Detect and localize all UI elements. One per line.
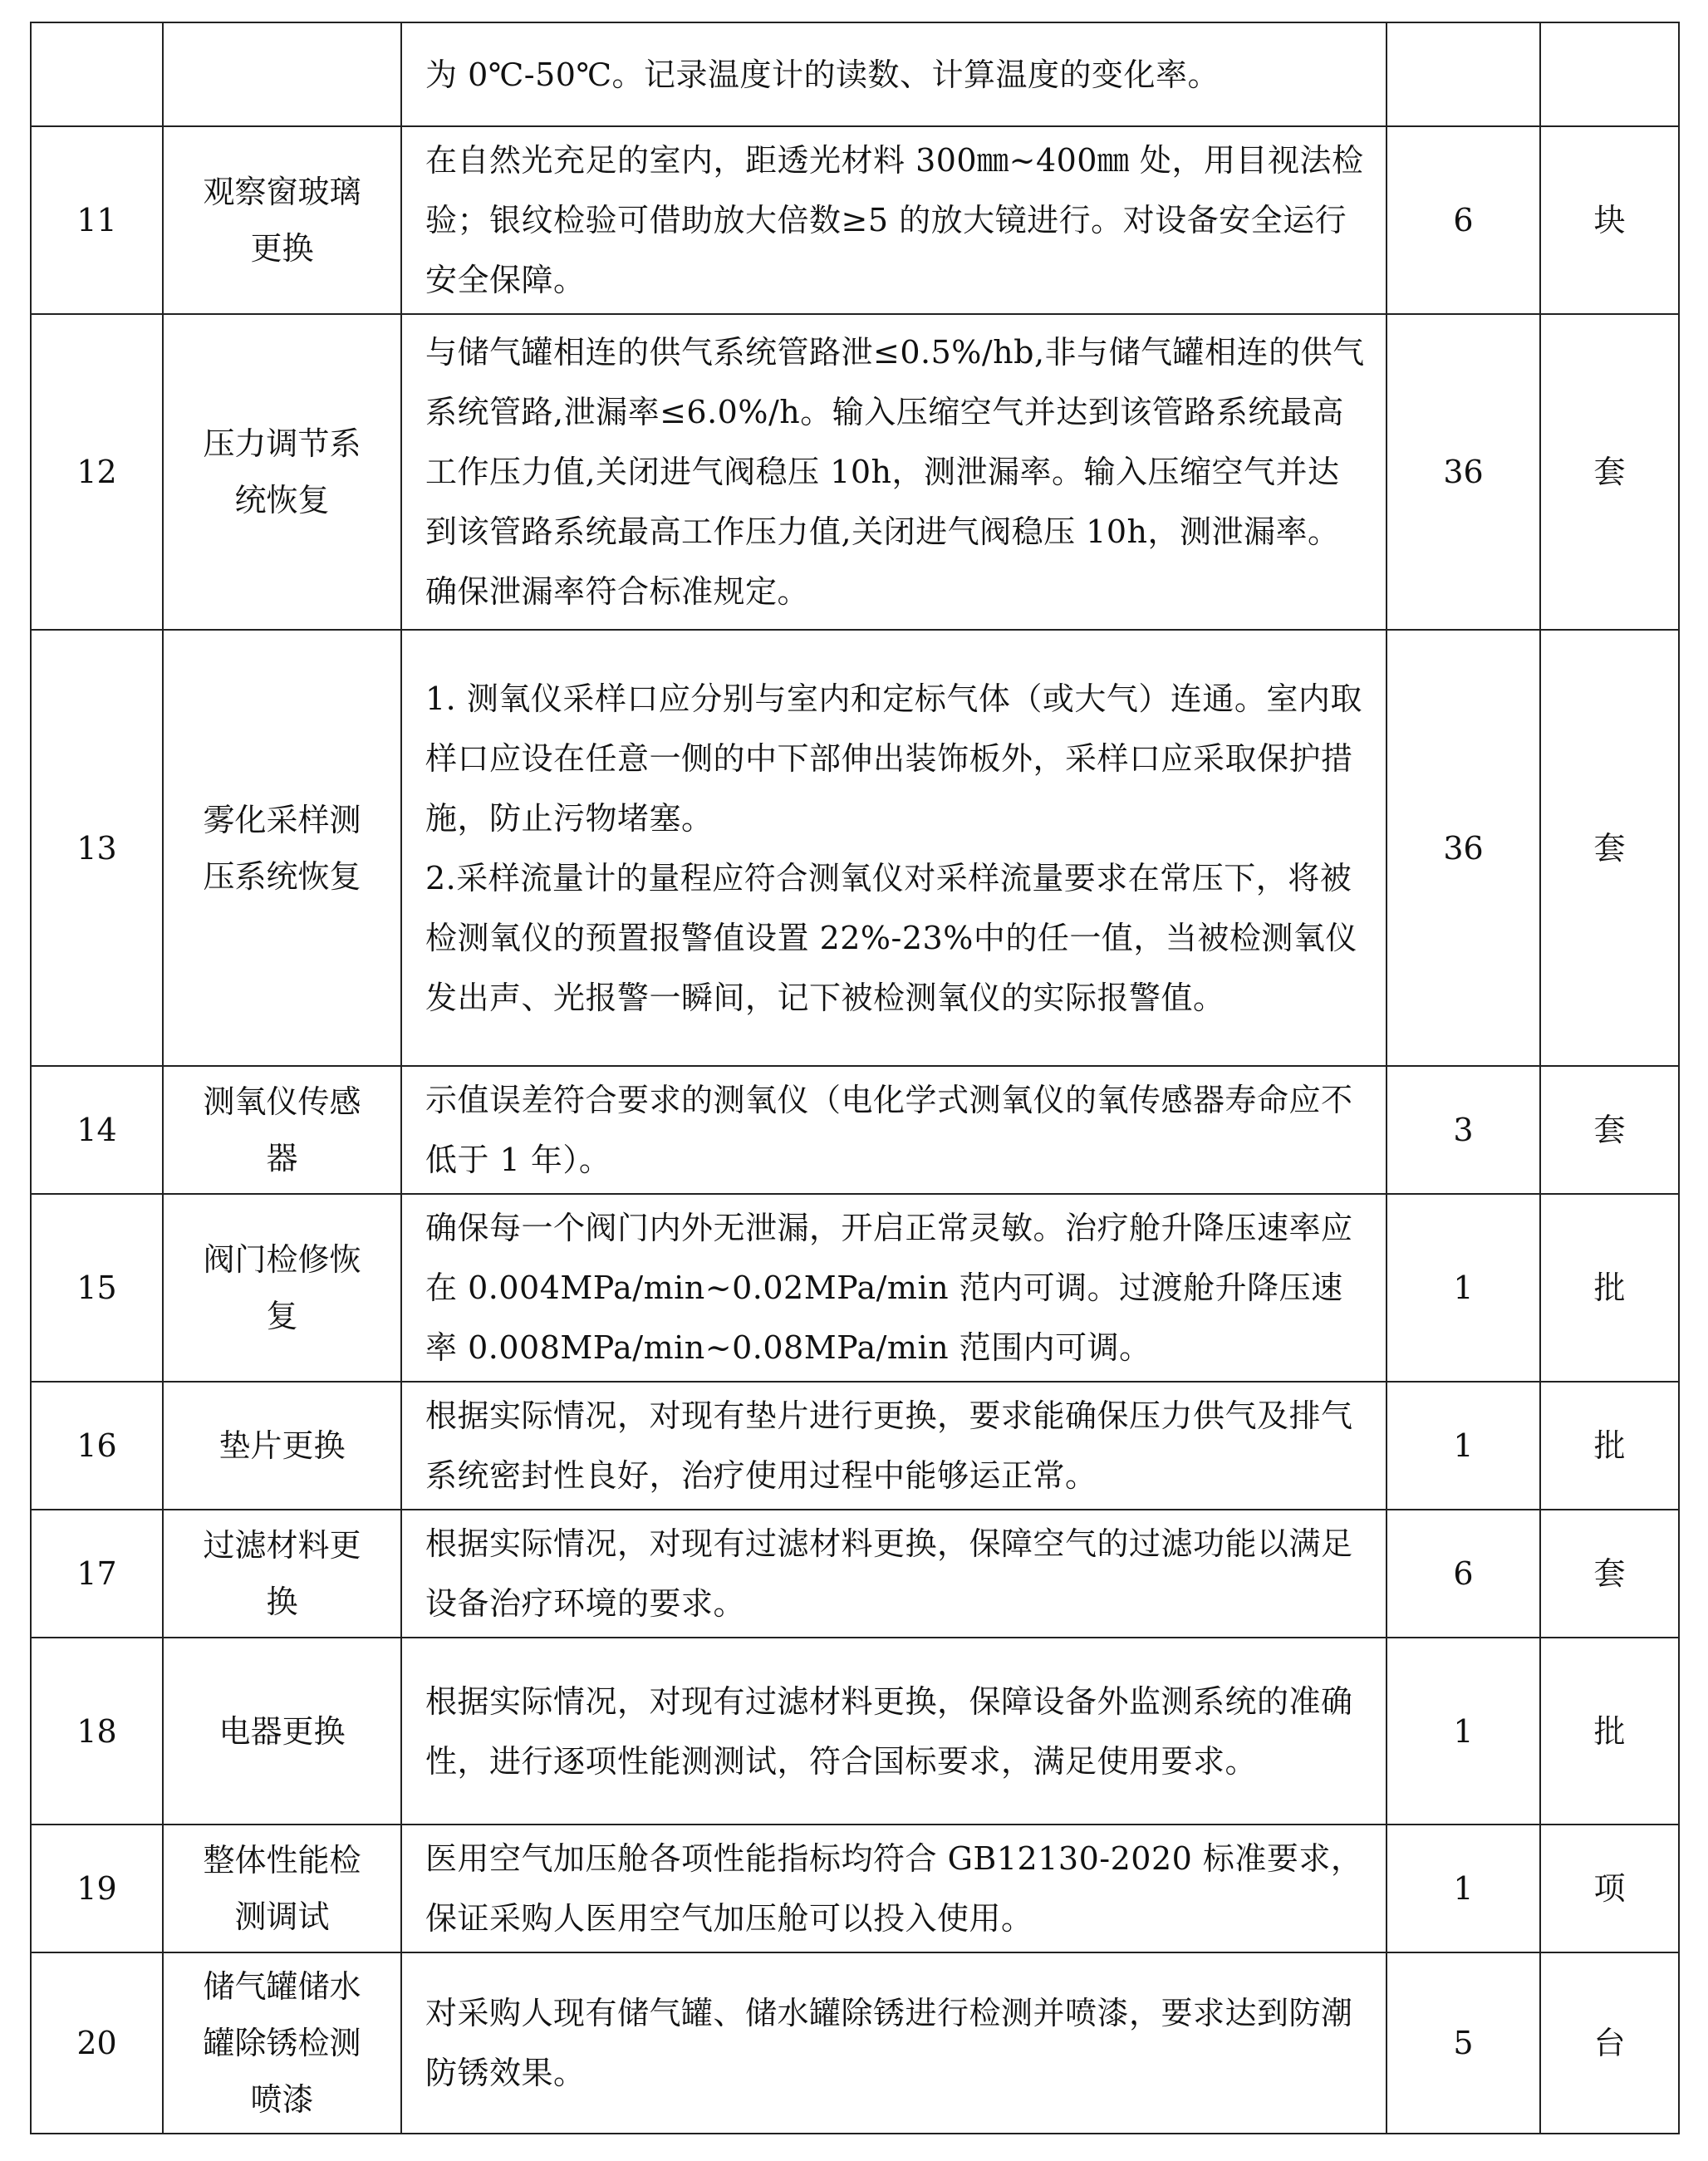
item-quantity: 1 [1387,1382,1540,1510]
item-unit: 项 [1540,1825,1679,1952]
item-unit: 套 [1540,1066,1679,1194]
item-unit: 台 [1540,1952,1679,2134]
item-quantity: 1 [1387,1638,1540,1825]
description-paragraph: 根据实际情况，对现有过滤材料更换，保障设备外监测系统的准确性，进行逐项性能测测试，符合国标要求，满足使用要求。 [425,1682,1353,1780]
table-row [31,22,1679,126]
item-name: 阀门检修恢复 [163,1194,401,1382]
table-row [31,1510,1679,1638]
description-paragraph: 对采购人现有储气罐、储水罐除锈进行检测并喷漆，要求达到防潮防锈效果。 [425,1995,1353,2091]
item-number: 15 [31,1194,163,1382]
table-row [31,630,1679,1066]
item-number: 20 [31,1952,163,2134]
item-name: 观察窗玻璃更换 [163,126,401,314]
item-description [401,1638,1387,1825]
table-row [31,1066,1679,1194]
item-quantity: 3 [1387,1066,1540,1194]
item-description [401,22,1387,126]
item-unit [1540,22,1679,126]
item-number: 19 [31,1825,163,1952]
description-paragraph: 根据实际情况，对现有垫片进行更换，要求能确保压力供气及排气系统密封性良好，治疗使用过程中能够运正常。 [425,1397,1353,1494]
item-number: 11 [31,126,163,314]
item-name: 测氧仪传感器 [163,1066,401,1194]
item-description [401,1510,1387,1638]
item-quantity: 1 [1387,1194,1540,1382]
description-paragraph: 2.采样流量计的量程应符合测氧仪对采样流量要求在常压下，将被检测氧仪的预置报警值设置 22%-23%中的任一值，当被检测氧仪发出声、光报警一瞬间，记下被检测氧仪的实际报警值。 [425,859,1357,1016]
item-name: 整体性能检测调试 [163,1825,401,1952]
item-name: 储气罐储水罐除锈检测喷漆 [163,1952,401,2134]
item-name: 电器更换 [163,1638,401,1825]
item-quantity: 36 [1387,630,1540,1066]
item-unit: 批 [1540,1194,1679,1382]
item-description [401,314,1387,630]
item-quantity: 1 [1387,1825,1540,1952]
item-unit: 批 [1540,1638,1679,1825]
item-unit: 套 [1540,630,1679,1066]
item-description [401,126,1387,314]
description-paragraph: 根据实际情况，对现有过滤材料更换，保障空气的过滤功能以满足设备治疗环境的要求。 [425,1525,1353,1622]
item-name [163,22,401,126]
item-unit: 批 [1540,1382,1679,1510]
description-paragraph: 示值误差符合要求的测氧仪（电化学式测氧仪的氧传感器寿命应不低于 1 年）。 [425,1082,1353,1178]
item-description [401,1194,1387,1382]
item-name: 压力调节系统恢复 [163,314,401,630]
item-description [401,1952,1387,2134]
specification-table [30,22,1680,2134]
item-name: 过滤材料更换 [163,1510,401,1638]
item-number: 12 [31,314,163,630]
item-name: 垫片更换 [163,1382,401,1510]
item-quantity: 6 [1387,126,1540,314]
item-number: 14 [31,1066,163,1194]
item-number [31,22,163,126]
description-paragraph: 为 0℃-50℃。记录温度计的读数、计算温度的变化率。 [425,56,1220,93]
item-number: 16 [31,1382,163,1510]
table-row [31,1382,1679,1510]
description-paragraph: 医用空气加压舱各项性能指标均符合 GB12130-2020 标准要求，保证采购人医用空气加压舱可以投入使用。 [425,1840,1363,1937]
item-quantity [1387,22,1540,126]
description-paragraph: 与储气罐相连的供气系统管路泄≤0.5%/hb,非与储气罐相连的供气系统管路,泄漏率≤6.0%/h。输入压缩空气并达到该管路系统最高工作压力值,关闭进气阀稳压 10h，测泄漏率。输入压缩空气并达到该管路系统最高工作压力值,关闭进气阀稳压 10h，测泄漏率。确保泄漏率符合标准规定。 [425,334,1365,610]
item-quantity: 6 [1387,1510,1540,1638]
table-row [31,1825,1679,1952]
item-quantity: 36 [1387,314,1540,630]
table-row [31,126,1679,314]
item-unit: 套 [1540,314,1679,630]
item-number: 13 [31,630,163,1066]
table-row [31,1638,1679,1825]
item-number: 17 [31,1510,163,1638]
item-unit: 块 [1540,126,1679,314]
item-number: 18 [31,1638,163,1825]
item-unit: 套 [1540,1510,1679,1638]
description-paragraph: 1. 测氧仪采样口应分别与室内和定标气体（或大气）连通。室内取样口应设在任意一侧的中下部伸出装饰板外，采样口应采取保护措施，防止污物堵塞。 [425,680,1362,837]
item-description [401,1825,1387,1952]
item-description [401,1382,1387,1510]
item-name: 雾化采样测压系统恢复 [163,630,401,1066]
item-description [401,1066,1387,1194]
item-quantity: 5 [1387,1952,1540,2134]
description-paragraph: 在自然光充足的室内，距透光材料 300㎜~400㎜ 处，用目视法检验；银纹检验可借助放大倍数≥5 的放大镜进行。对设备安全运行安全保障。 [425,142,1364,298]
table-row [31,314,1679,630]
item-description [401,630,1387,1066]
table-row [31,1952,1679,2134]
table-row [31,1194,1679,1382]
description-paragraph: 确保每一个阀门内外无泄漏，开启正常灵敏。治疗舱升降压速率应在 0.004MPa/min~0.02MPa/min 范内可调。过渡舱升降压速率 0.008MPa/min~0.08MPa/min 范围内可调。 [425,1210,1353,1366]
